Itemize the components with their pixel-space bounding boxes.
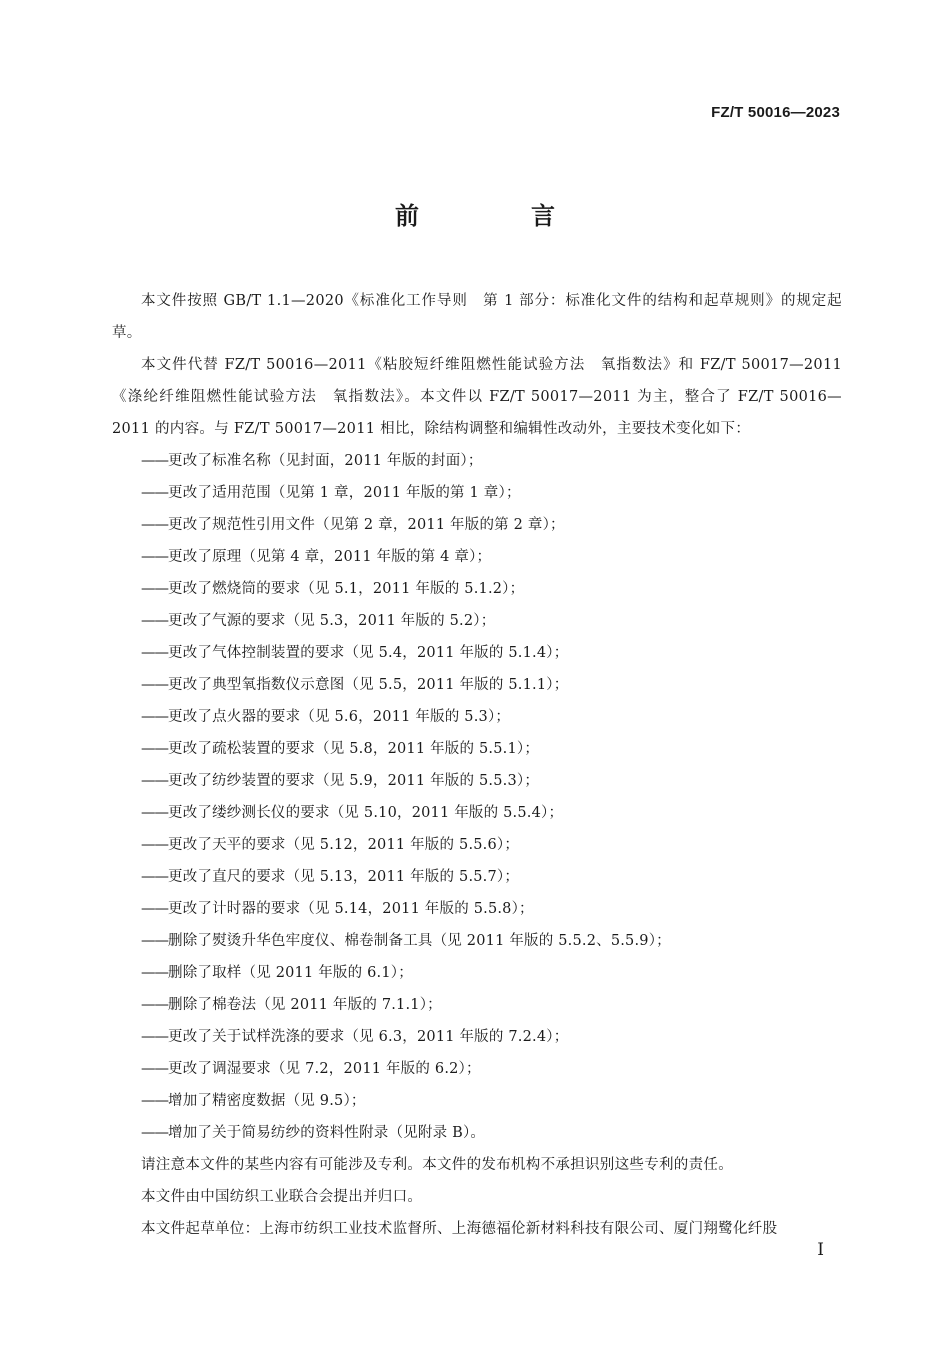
change-text: 更改了气源的要求（见 5.3，2011 年版的 5.2）； bbox=[168, 613, 496, 629]
change-text: 更改了规范性引用文件（见第 2 章，2011 年版的第 2 章）； bbox=[168, 517, 565, 533]
change-text: 更改了标准名称（见封面，2011 年版的封面）； bbox=[168, 453, 483, 469]
change-item bbox=[112, 797, 842, 829]
list-dash: —— bbox=[141, 613, 168, 629]
list-dash: —— bbox=[141, 485, 168, 501]
change-text: 更改了调湿要求（见 7.2，2011 年版的 6.2）； bbox=[168, 1061, 481, 1077]
change-text: 删除了熨烫升华色牢度仪、棉卷制备工具（见 2011 年版的 5.5.2、5.5.9）； bbox=[168, 933, 671, 949]
list-dash: —— bbox=[141, 581, 168, 597]
change-text: 增加了精密度数据（见 9.5）； bbox=[168, 1093, 366, 1109]
change-text: 更改了气体控制装置的要求（见 5.4，2011 年版的 5.1.4）； bbox=[168, 645, 569, 661]
list-dash: —— bbox=[141, 1061, 168, 1077]
change-item bbox=[112, 573, 842, 605]
change-text: 更改了关于试样洗涤的要求（见 6.3，2011 年版的 7.2.4）； bbox=[168, 1029, 569, 1045]
change-item bbox=[112, 925, 842, 957]
change-item bbox=[112, 893, 842, 925]
change-item bbox=[112, 957, 842, 989]
paragraph-proposer: 本文件由中国纺织工业联合会提出并归口。 bbox=[141, 1189, 423, 1205]
change-item bbox=[112, 1117, 842, 1149]
list-dash: —— bbox=[141, 837, 168, 853]
paragraph-drafting-rules: 本文件按照 GB/T 1.1—2020《标准化工作导则 第 1 部分：标准化文件的结构和起草规则》的规定起草。 bbox=[112, 293, 842, 341]
change-text: 更改了典型氧指数仪示意图（见 5.5，2011 年版的 5.1.1）； bbox=[168, 677, 569, 693]
change-text: 更改了天平的要求（见 5.12，2011 年版的 5.5.6）； bbox=[168, 837, 520, 853]
change-item bbox=[112, 509, 842, 541]
list-dash: —— bbox=[141, 805, 168, 821]
list-dash: —— bbox=[141, 645, 168, 661]
change-item bbox=[112, 637, 842, 669]
list-dash: —— bbox=[141, 549, 168, 565]
change-item bbox=[112, 829, 842, 861]
page-title: 前 言 bbox=[395, 202, 599, 230]
list-dash: —— bbox=[141, 677, 168, 693]
list-dash: —— bbox=[141, 453, 168, 469]
list-dash: —— bbox=[141, 741, 168, 757]
change-item bbox=[112, 1053, 842, 1085]
list-dash: —— bbox=[141, 1029, 168, 1045]
list-dash: —— bbox=[141, 933, 168, 949]
change-text: 更改了适用范围（见第 1 章，2011 年版的第 1 章）； bbox=[168, 485, 521, 501]
list-dash: —— bbox=[141, 1125, 168, 1141]
change-text: 增加了关于简易纺纱的资料性附录（见附录 B）。 bbox=[168, 1125, 486, 1141]
list-dash: —— bbox=[141, 773, 168, 789]
list-dash: —— bbox=[141, 517, 168, 533]
change-item bbox=[112, 701, 842, 733]
list-dash: —— bbox=[141, 1093, 168, 1109]
change-text: 更改了纺纱装置的要求（见 5.9，2011 年版的 5.5.3）； bbox=[168, 773, 540, 789]
standard-code: FZ/T 50016—2023 bbox=[711, 104, 840, 121]
list-dash: —— bbox=[141, 997, 168, 1013]
change-text: 删除了取样（见 2011 年版的 6.1）； bbox=[168, 965, 413, 981]
change-text: 删除了棉卷法（见 2011 年版的 7.1.1）； bbox=[168, 997, 442, 1013]
change-text: 更改了点火器的要求（见 5.6，2011 年版的 5.3）； bbox=[168, 709, 511, 725]
change-item bbox=[112, 861, 842, 893]
page-number: I bbox=[817, 1240, 824, 1260]
change-text: 更改了缕纱测长仪的要求（见 5.10，2011 年版的 5.5.4）； bbox=[168, 805, 564, 821]
change-text: 更改了计时器的要求（见 5.14，2011 年版的 5.5.8）； bbox=[168, 901, 534, 917]
change-text: 更改了疏松装置的要求（见 5.8，2011 年版的 5.5.1）； bbox=[168, 741, 540, 757]
change-text: 更改了原理（见第 4 章，2011 年版的第 4 章）； bbox=[168, 549, 492, 565]
change-item bbox=[112, 445, 842, 477]
paragraph-replacement: 本文件代替 FZ/T 50016—2011《粘胶短纤维阻燃性能试验方法 氧指数法》和 FZ/T 50017—2011《涤纶纤维阻燃性能试验方法 氧指数法》。本文件以 FZ/T 50017—2011 为主，整合了 FZ/T 50016—2011 的内容。与 FZ/T 50017—2011 相比，除结构调整和编辑性改动外，主要技术变化如下： bbox=[112, 357, 842, 437]
list-dash: —— bbox=[141, 965, 168, 981]
change-text: 更改了直尺的要求（见 5.13，2011 年版的 5.5.7）； bbox=[168, 869, 520, 885]
change-item bbox=[112, 605, 842, 637]
change-item bbox=[112, 1021, 842, 1053]
change-item bbox=[112, 765, 842, 797]
change-item bbox=[112, 733, 842, 765]
change-text: 更改了燃烧筒的要求（见 5.1，2011 年版的 5.1.2）； bbox=[168, 581, 525, 597]
list-dash: —— bbox=[141, 901, 168, 917]
change-item bbox=[112, 669, 842, 701]
paragraph-patent-notice: 请注意本文件的某些内容有可能涉及专利。本文件的发布机构不承担识别这些专利的责任。 bbox=[141, 1157, 733, 1173]
technical-changes-list bbox=[112, 445, 842, 1149]
change-item bbox=[112, 1085, 842, 1117]
paragraph-drafting-units: 本文件起草单位：上海市纺织工业技术监督所、上海德福伦新材料科技有限公司、厦门翔鹭化纤股 bbox=[141, 1221, 778, 1237]
list-dash: —— bbox=[141, 709, 168, 725]
list-dash: —— bbox=[141, 869, 168, 885]
change-item bbox=[112, 477, 842, 509]
change-item bbox=[112, 989, 842, 1021]
document-body bbox=[112, 285, 842, 1245]
change-item bbox=[112, 541, 842, 573]
